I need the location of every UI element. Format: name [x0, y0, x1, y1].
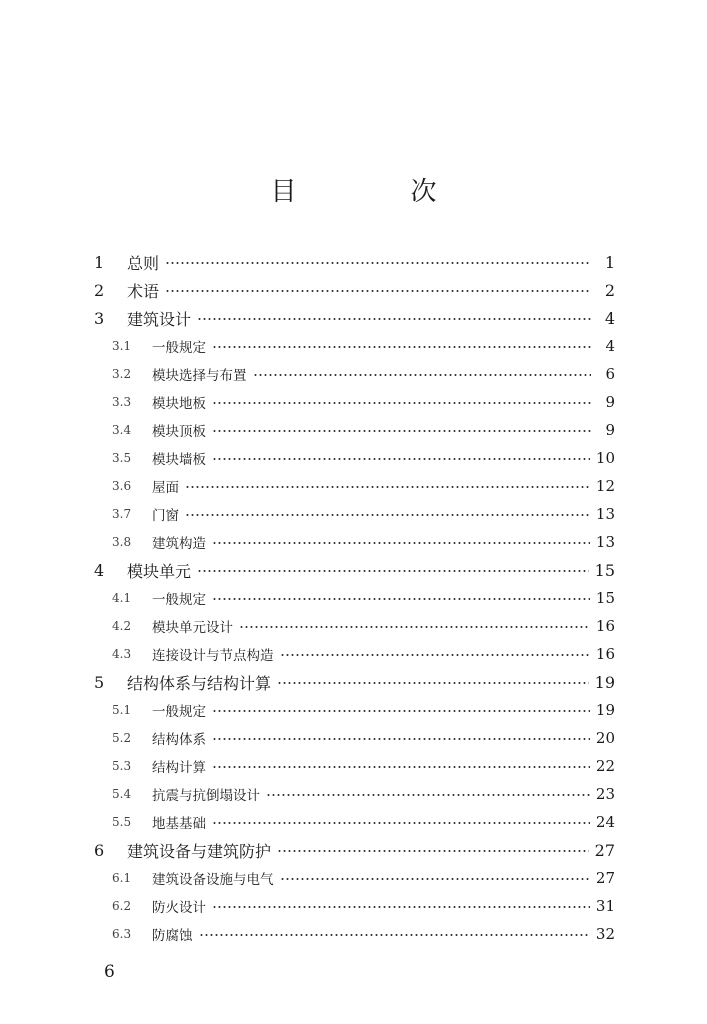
- toc-section-entry[interactable]: [90, 472, 615, 500]
- dot-leader: [280, 654, 590, 656]
- dot-leader: [277, 682, 589, 684]
- toc-entry-number: 5.3: [112, 759, 132, 773]
- toc-section-entry[interactable]: [90, 892, 615, 920]
- dot-leader: [197, 570, 589, 572]
- dot-leader: [266, 794, 590, 796]
- toc-entry-number: 6.2: [112, 899, 132, 913]
- toc-entry-page: 31: [595, 897, 615, 915]
- toc-entry-number: 4.3: [112, 647, 132, 661]
- toc-entry-number: 5.1: [112, 703, 132, 717]
- toc-section-entry[interactable]: [90, 640, 615, 668]
- dot-leader: [239, 626, 590, 628]
- dot-leader: [253, 374, 592, 376]
- dot-leader: [212, 598, 590, 600]
- toc-section-entry[interactable]: [90, 332, 615, 360]
- toc-entry-page: 4: [604, 308, 615, 328]
- toc-entry-title: 模块单元设计: [152, 620, 233, 636]
- toc-section-entry[interactable]: [90, 416, 615, 444]
- toc-entry-number: 3: [94, 308, 105, 328]
- toc-entry-page: 27: [595, 869, 615, 887]
- toc-section-entry[interactable]: [90, 612, 615, 640]
- toc-entry-title: 模块顶板: [152, 424, 206, 440]
- toc-entry-page: 22: [595, 757, 615, 775]
- toc-entry-title: 结构计算: [152, 760, 206, 776]
- toc-entry-page: 24: [595, 813, 615, 831]
- toc-entry-page: 12: [595, 477, 615, 495]
- toc-entry-number: 3.3: [112, 395, 132, 409]
- toc-entry-number: 3.4: [112, 423, 132, 437]
- toc-entry-title: 一般规定: [152, 340, 206, 356]
- toc-entry-page: 13: [595, 505, 615, 523]
- toc-entry-title: 术语: [127, 281, 160, 301]
- toc-entry-title: 结构体系: [152, 732, 206, 748]
- toc-entry-page: 19: [594, 672, 615, 692]
- toc-entry-number: 3.2: [112, 367, 132, 381]
- table-of-contents: [90, 248, 615, 948]
- toc-entry-number: 3.8: [112, 535, 132, 549]
- toc-entry-title: 建筑构造: [152, 536, 206, 552]
- toc-section-entry[interactable]: [90, 444, 615, 472]
- toc-entry-number: 5.2: [112, 731, 132, 745]
- dot-leader: [212, 906, 590, 908]
- toc-section-entry[interactable]: [90, 528, 615, 556]
- toc-entry-number: 3.5: [112, 451, 132, 465]
- dot-leader: [185, 514, 590, 516]
- toc-section-entry[interactable]: [90, 696, 615, 724]
- dot-leader: [212, 542, 590, 544]
- toc-entry-page: 1: [604, 252, 615, 272]
- toc-entry-title: 建筑设备与建筑防护: [127, 841, 272, 861]
- toc-section-entry[interactable]: [90, 584, 615, 612]
- toc-entry-title: 模块墙板: [152, 452, 206, 468]
- toc-entry-page: 9: [605, 421, 615, 439]
- toc-entry-number: 5.5: [112, 815, 132, 829]
- toc-entry-number: 1: [94, 252, 105, 272]
- toc-entry-title: 总则: [127, 253, 160, 273]
- toc-entry-page: 19: [595, 701, 615, 719]
- toc-entry-number: 3.6: [112, 479, 132, 493]
- toc-entry-page: 32: [595, 925, 615, 943]
- toc-entry-page: 23: [595, 785, 615, 803]
- toc-entry-title: 建筑设计: [127, 309, 192, 329]
- toc-entry-page: 9: [605, 393, 615, 411]
- toc-entry-title: 模块地板: [152, 396, 206, 412]
- toc-chapter-entry[interactable]: [90, 248, 615, 276]
- page-number: 6: [104, 962, 115, 982]
- toc-entry-number: 4.2: [112, 619, 132, 633]
- dot-leader: [212, 738, 590, 740]
- dot-leader: [212, 766, 590, 768]
- dot-leader: [212, 346, 591, 348]
- toc-entry-title: 门窗: [152, 508, 179, 524]
- dot-leader: [165, 290, 591, 292]
- toc-section-entry[interactable]: [90, 360, 615, 388]
- toc-entry-page: 2: [604, 280, 615, 300]
- toc-entry-number: 6.3: [112, 927, 132, 941]
- toc-section-entry[interactable]: [90, 500, 615, 528]
- toc-entry-title: 防腐蚀: [152, 928, 193, 944]
- toc-entry-title: 建筑设备设施与电气: [152, 872, 274, 888]
- toc-entry-number: 4: [94, 560, 105, 580]
- dot-leader: [212, 458, 590, 460]
- toc-entry-page: 13: [595, 533, 615, 551]
- toc-entry-number: 2: [94, 280, 105, 300]
- toc-entry-title: 一般规定: [152, 592, 206, 608]
- dot-leader: [212, 402, 591, 404]
- toc-entry-page: 27: [594, 840, 615, 860]
- toc-entry-page: 15: [594, 560, 615, 580]
- dot-leader: [212, 822, 590, 824]
- toc-chapter-entry[interactable]: [90, 668, 615, 696]
- toc-entry-page: 16: [595, 645, 615, 663]
- toc-entry-number: 6: [94, 840, 105, 860]
- toc-entry-number: 3.1: [112, 339, 132, 353]
- toc-chapter-entry[interactable]: [90, 304, 615, 332]
- toc-entry-title: 结构体系与结构计算: [127, 673, 272, 693]
- toc-entry-number: 4.1: [112, 591, 132, 605]
- toc-section-entry[interactable]: [90, 752, 615, 780]
- toc-entry-title: 地基基础: [152, 816, 206, 832]
- toc-section-entry[interactable]: [90, 780, 615, 808]
- toc-entry-title: 模块单元: [127, 561, 192, 581]
- toc-entry-page: 20: [595, 729, 615, 747]
- toc-entry-number: 3.7: [112, 507, 132, 521]
- toc-entry-number: 5.4: [112, 787, 132, 801]
- toc-section-entry[interactable]: [90, 388, 615, 416]
- toc-chapter-entry[interactable]: [90, 836, 615, 864]
- toc-chapter-entry[interactable]: [90, 556, 615, 584]
- toc-entry-page: 6: [605, 365, 615, 383]
- toc-entry-page: 4: [605, 337, 615, 355]
- toc-section-entry[interactable]: [90, 808, 615, 836]
- toc-entry-title: 防火设计: [152, 900, 206, 916]
- toc-entry-page: 10: [595, 449, 615, 467]
- dot-leader: [199, 934, 590, 936]
- toc-entry-page: 16: [595, 617, 615, 635]
- toc-entry-number: 5: [94, 672, 105, 692]
- page-title: 目 次: [270, 177, 481, 207]
- dot-leader: [165, 262, 591, 264]
- dot-leader: [212, 430, 591, 432]
- toc-entry-title: 一般规定: [152, 704, 206, 720]
- toc-entry-title: 抗震与抗倒塌设计: [152, 788, 260, 804]
- dot-leader: [185, 486, 590, 488]
- toc-section-entry[interactable]: [90, 864, 615, 892]
- toc-entry-title: 模块选择与布置: [152, 368, 247, 384]
- toc-section-entry[interactable]: [90, 920, 615, 948]
- dot-leader: [280, 878, 590, 880]
- dot-leader: [277, 850, 589, 852]
- dot-leader: [212, 710, 590, 712]
- toc-entry-title: 屋面: [152, 480, 179, 496]
- toc-chapter-entry[interactable]: [90, 276, 615, 304]
- toc-entry-title: 连接设计与节点构造: [152, 648, 274, 664]
- dot-leader: [197, 318, 591, 320]
- toc-entry-page: 15: [595, 589, 615, 607]
- toc-section-entry[interactable]: [90, 724, 615, 752]
- toc-entry-number: 6.1: [112, 871, 132, 885]
